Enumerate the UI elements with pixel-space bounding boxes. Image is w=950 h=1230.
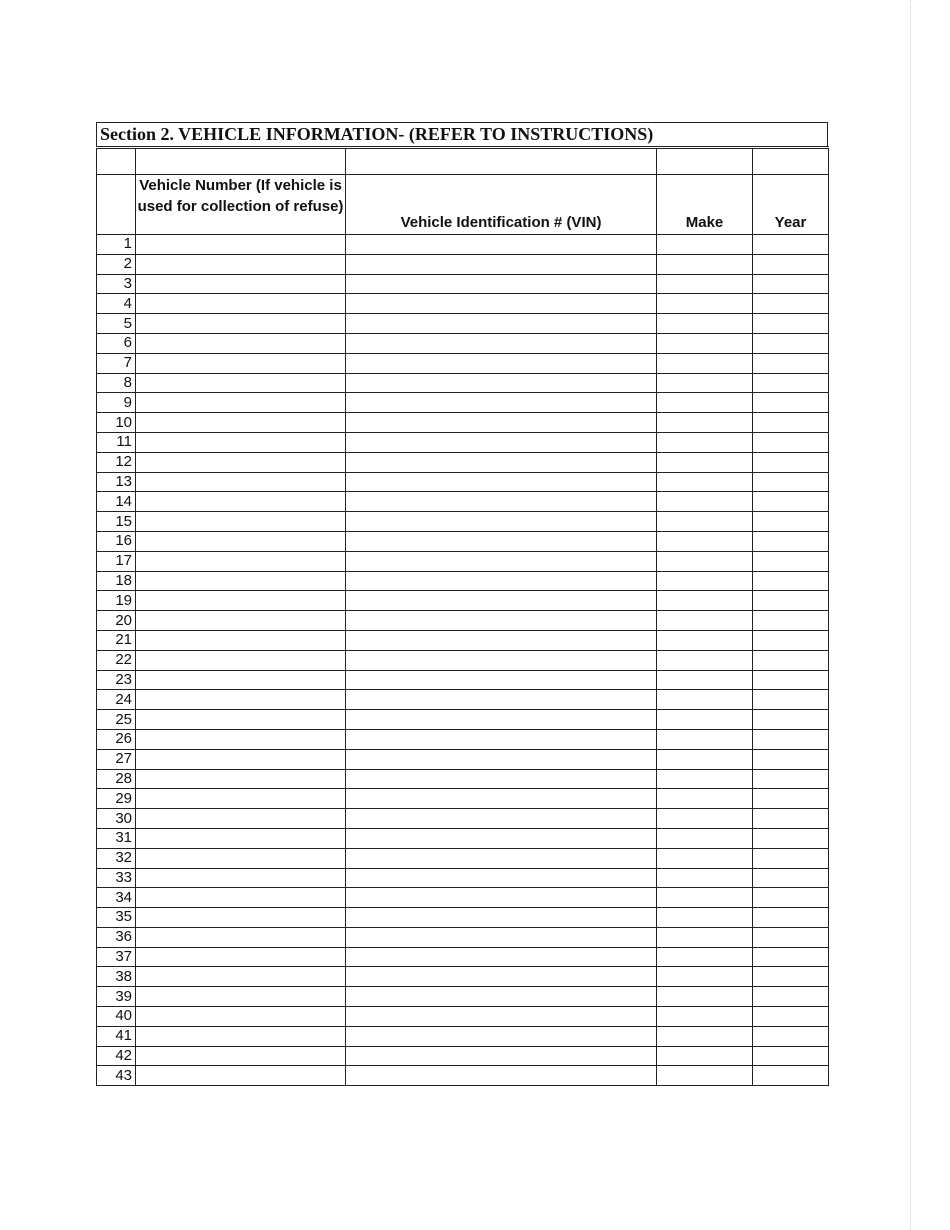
table-row	[97, 452, 829, 472]
row-number: 10	[97, 413, 136, 433]
blank-header-row	[97, 148, 829, 175]
make-cell[interactable]	[657, 492, 753, 512]
vin-cell[interactable]	[346, 611, 657, 631]
vin-cell[interactable]	[346, 432, 657, 452]
row-number: 11	[97, 432, 136, 452]
make-cell[interactable]	[657, 294, 753, 314]
table-row	[97, 690, 829, 710]
year-cell[interactable]	[753, 789, 829, 809]
vehicle-number-cell[interactable]	[136, 749, 346, 769]
vin-cell[interactable]	[346, 393, 657, 413]
row-number: 5	[97, 314, 136, 334]
vehicle-number-cell[interactable]	[136, 1007, 346, 1027]
make-cell[interactable]	[657, 967, 753, 987]
year-cell[interactable]	[753, 1046, 829, 1066]
table-row	[97, 294, 829, 314]
make-cell[interactable]	[657, 650, 753, 670]
make-cell[interactable]	[657, 710, 753, 730]
year-cell[interactable]	[753, 710, 829, 730]
year-cell[interactable]	[753, 512, 829, 532]
table-row	[97, 571, 829, 591]
vin-cell[interactable]	[346, 670, 657, 690]
vin-cell[interactable]	[346, 729, 657, 749]
year-cell[interactable]	[753, 611, 829, 631]
vin-cell[interactable]	[346, 828, 657, 848]
year-cell[interactable]	[753, 967, 829, 987]
vin-cell[interactable]	[346, 571, 657, 591]
vehicle-number-cell[interactable]	[136, 789, 346, 809]
blank-cell	[346, 148, 657, 175]
year-cell[interactable]	[753, 690, 829, 710]
table-row	[97, 512, 829, 532]
row-number: 17	[97, 551, 136, 571]
vin-cell[interactable]	[346, 353, 657, 373]
row-number: 15	[97, 512, 136, 532]
vin-cell[interactable]	[346, 630, 657, 650]
row-number: 19	[97, 591, 136, 611]
vin-cell[interactable]	[346, 1066, 657, 1086]
row-number: 25	[97, 710, 136, 730]
row-number: 29	[97, 789, 136, 809]
row-number: 12	[97, 452, 136, 472]
table-row	[97, 314, 829, 334]
vin-cell[interactable]	[346, 531, 657, 551]
vehicle-table	[96, 146, 829, 1086]
vehicle-number-cell[interactable]	[136, 571, 346, 591]
make-cell[interactable]	[657, 373, 753, 393]
vehicle-number-cell[interactable]	[136, 254, 346, 274]
make-cell[interactable]	[657, 987, 753, 1007]
make-cell[interactable]	[657, 690, 753, 710]
row-number: 4	[97, 294, 136, 314]
make-cell[interactable]	[657, 769, 753, 789]
make-cell[interactable]	[657, 1066, 753, 1086]
row-number: 34	[97, 888, 136, 908]
row-number: 16	[97, 531, 136, 551]
vin-cell[interactable]	[346, 908, 657, 928]
table-row	[97, 710, 829, 730]
vin-cell[interactable]	[346, 987, 657, 1007]
make-cell[interactable]	[657, 611, 753, 631]
vin-cell[interactable]	[346, 452, 657, 472]
vehicle-number-cell[interactable]	[136, 472, 346, 492]
vin-cell[interactable]	[346, 888, 657, 908]
table-row	[97, 274, 829, 294]
vin-cell[interactable]	[346, 254, 657, 274]
year-cell[interactable]	[753, 531, 829, 551]
make-cell[interactable]	[657, 1007, 753, 1027]
blank-cell	[136, 148, 346, 175]
vehicle-number-cell[interactable]	[136, 611, 346, 631]
year-cell[interactable]	[753, 551, 829, 571]
vehicle-number-cell[interactable]	[136, 393, 346, 413]
vin-cell[interactable]	[346, 868, 657, 888]
vin-cell[interactable]	[346, 373, 657, 393]
vehicle-number-cell[interactable]	[136, 413, 346, 433]
row-number: 43	[97, 1066, 136, 1086]
table-row	[97, 413, 829, 433]
table-row	[97, 868, 829, 888]
vehicle-number-cell[interactable]	[136, 1046, 346, 1066]
make-cell[interactable]	[657, 809, 753, 829]
year-cell[interactable]	[753, 432, 829, 452]
year-cell[interactable]	[753, 591, 829, 611]
make-cell[interactable]	[657, 472, 753, 492]
row-number: 8	[97, 373, 136, 393]
vin-cell[interactable]	[346, 947, 657, 967]
row-number: 40	[97, 1007, 136, 1027]
vehicle-number-cell[interactable]	[136, 868, 346, 888]
make-cell[interactable]	[657, 591, 753, 611]
vehicle-number-cell[interactable]	[136, 373, 346, 393]
vin-cell[interactable]	[346, 333, 657, 353]
blank-cell	[657, 148, 753, 175]
table-row	[97, 235, 829, 255]
table-row	[97, 254, 829, 274]
year-cell[interactable]	[753, 393, 829, 413]
make-cell[interactable]	[657, 393, 753, 413]
vin-cell[interactable]	[346, 472, 657, 492]
table-row	[97, 373, 829, 393]
vin-cell[interactable]	[346, 512, 657, 532]
year-cell[interactable]	[753, 1026, 829, 1046]
row-number: 18	[97, 571, 136, 591]
vehicle-number-cell[interactable]	[136, 809, 346, 829]
make-cell[interactable]	[657, 749, 753, 769]
make-cell[interactable]	[657, 848, 753, 868]
row-number: 2	[97, 254, 136, 274]
row-number: 21	[97, 630, 136, 650]
make-cell[interactable]	[657, 630, 753, 650]
table-row	[97, 769, 829, 789]
row-number: 20	[97, 611, 136, 631]
row-number: 9	[97, 393, 136, 413]
year-cell[interactable]	[753, 413, 829, 433]
table-row	[97, 432, 829, 452]
make-header: Make	[657, 175, 753, 235]
make-cell[interactable]	[657, 729, 753, 749]
vehicle-number-cell[interactable]	[136, 927, 346, 947]
vin-cell[interactable]	[346, 235, 657, 255]
vehicle-number-cell[interactable]	[136, 828, 346, 848]
vehicle-number-cell[interactable]	[136, 967, 346, 987]
table-row	[97, 987, 829, 1007]
vin-cell[interactable]	[346, 413, 657, 433]
vehicle-number-cell[interactable]	[136, 1026, 346, 1046]
year-cell[interactable]	[753, 333, 829, 353]
table-row	[97, 611, 829, 631]
row-number: 7	[97, 353, 136, 373]
make-cell[interactable]	[657, 274, 753, 294]
vin-cell[interactable]	[346, 967, 657, 987]
vehicle-number-cell[interactable]	[136, 591, 346, 611]
table-row	[97, 729, 829, 749]
vehicle-number-cell[interactable]	[136, 274, 346, 294]
make-cell[interactable]	[657, 828, 753, 848]
row-number: 22	[97, 650, 136, 670]
make-cell[interactable]	[657, 927, 753, 947]
year-cell[interactable]	[753, 472, 829, 492]
year-cell[interactable]	[753, 809, 829, 829]
vehicle-number-header: Vehicle Number (If vehicle is used for collection of refuse)	[136, 175, 346, 235]
vehicle-number-cell[interactable]	[136, 908, 346, 928]
make-cell[interactable]	[657, 235, 753, 255]
table-row	[97, 1066, 829, 1086]
year-cell[interactable]	[753, 314, 829, 334]
vin-cell[interactable]	[346, 314, 657, 334]
vehicle-number-cell[interactable]	[136, 710, 346, 730]
vehicle-number-cell[interactable]	[136, 353, 346, 373]
column-header-row	[97, 175, 829, 235]
vehicle-number-cell[interactable]	[136, 630, 346, 650]
vehicle-information-form	[96, 122, 828, 1086]
year-cell[interactable]	[753, 353, 829, 373]
table-row	[97, 492, 829, 512]
section-title: Section 2. VEHICLE INFORMATION- (REFER TO INSTRUCTIONS)	[96, 122, 828, 146]
vin-cell[interactable]	[346, 749, 657, 769]
make-cell[interactable]	[657, 868, 753, 888]
blank-cell	[97, 148, 136, 175]
row-number: 6	[97, 333, 136, 353]
vin-cell[interactable]	[346, 591, 657, 611]
table-row	[97, 650, 829, 670]
make-cell[interactable]	[657, 670, 753, 690]
blank-cell	[753, 148, 829, 175]
vin-cell[interactable]	[346, 650, 657, 670]
make-cell[interactable]	[657, 333, 753, 353]
row-number: 32	[97, 848, 136, 868]
vin-cell[interactable]	[346, 274, 657, 294]
make-cell[interactable]	[657, 571, 753, 591]
row-number: 31	[97, 828, 136, 848]
table-row	[97, 670, 829, 690]
row-number: 38	[97, 967, 136, 987]
make-cell[interactable]	[657, 789, 753, 809]
make-cell[interactable]	[657, 353, 753, 373]
table-row	[97, 749, 829, 769]
vehicle-number-cell[interactable]	[136, 670, 346, 690]
vin-cell[interactable]	[346, 1007, 657, 1027]
table-row	[97, 353, 829, 373]
vehicle-number-cell[interactable]	[136, 314, 346, 334]
vin-cell[interactable]	[346, 927, 657, 947]
year-cell[interactable]	[753, 1007, 829, 1027]
vehicle-number-cell[interactable]	[136, 769, 346, 789]
vin-cell[interactable]	[346, 789, 657, 809]
vehicle-number-cell[interactable]	[136, 888, 346, 908]
year-cell[interactable]	[753, 908, 829, 928]
table-row	[97, 908, 829, 928]
year-cell[interactable]	[753, 254, 829, 274]
vin-cell[interactable]	[346, 848, 657, 868]
year-cell[interactable]	[753, 274, 829, 294]
row-number: 37	[97, 947, 136, 967]
year-cell[interactable]	[753, 571, 829, 591]
vehicle-number-cell[interactable]	[136, 987, 346, 1007]
row-number: 41	[97, 1026, 136, 1046]
row-number: 36	[97, 927, 136, 947]
make-cell[interactable]	[657, 531, 753, 551]
make-cell[interactable]	[657, 888, 753, 908]
year-cell[interactable]	[753, 927, 829, 947]
vin-cell[interactable]	[346, 769, 657, 789]
year-header: Year	[753, 175, 829, 235]
row-number: 1	[97, 235, 136, 255]
vehicle-number-cell[interactable]	[136, 1066, 346, 1086]
year-cell[interactable]	[753, 947, 829, 967]
year-cell[interactable]	[753, 294, 829, 314]
row-number: 30	[97, 809, 136, 829]
year-cell[interactable]	[753, 373, 829, 393]
make-cell[interactable]	[657, 512, 753, 532]
make-cell[interactable]	[657, 1026, 753, 1046]
table-row	[97, 1026, 829, 1046]
vehicle-number-cell[interactable]	[136, 551, 346, 571]
page-edge-artifact	[910, 0, 912, 1230]
row-number: 28	[97, 769, 136, 789]
table-row	[97, 393, 829, 413]
row-number: 13	[97, 472, 136, 492]
table-row	[97, 947, 829, 967]
year-cell[interactable]	[753, 492, 829, 512]
make-cell[interactable]	[657, 432, 753, 452]
vin-cell[interactable]	[346, 690, 657, 710]
table-row	[97, 472, 829, 492]
vehicle-number-cell[interactable]	[136, 690, 346, 710]
year-cell[interactable]	[753, 630, 829, 650]
year-cell[interactable]	[753, 888, 829, 908]
make-cell[interactable]	[657, 452, 753, 472]
table-row	[97, 967, 829, 987]
vin-cell[interactable]	[346, 294, 657, 314]
row-number: 42	[97, 1046, 136, 1066]
vehicle-number-cell[interactable]	[136, 512, 346, 532]
row-number: 24	[97, 690, 136, 710]
table-row	[97, 888, 829, 908]
row-number: 35	[97, 908, 136, 928]
year-cell[interactable]	[753, 848, 829, 868]
vehicle-number-cell[interactable]	[136, 650, 346, 670]
row-number: 33	[97, 868, 136, 888]
vehicle-number-cell[interactable]	[136, 333, 346, 353]
year-cell[interactable]	[753, 749, 829, 769]
table-row	[97, 848, 829, 868]
vin-cell[interactable]	[346, 551, 657, 571]
vin-cell[interactable]	[346, 1046, 657, 1066]
vehicle-number-cell[interactable]	[136, 235, 346, 255]
table-row	[97, 789, 829, 809]
table-row	[97, 630, 829, 650]
year-cell[interactable]	[753, 987, 829, 1007]
table-row	[97, 809, 829, 829]
make-cell[interactable]	[657, 908, 753, 928]
vehicle-number-cell[interactable]	[136, 294, 346, 314]
make-cell[interactable]	[657, 413, 753, 433]
year-cell[interactable]	[753, 729, 829, 749]
year-cell[interactable]	[753, 235, 829, 255]
year-cell[interactable]	[753, 828, 829, 848]
vehicle-number-cell[interactable]	[136, 947, 346, 967]
row-number-header	[97, 175, 136, 235]
row-number: 23	[97, 670, 136, 690]
table-row	[97, 551, 829, 571]
row-number: 26	[97, 729, 136, 749]
vehicle-number-cell[interactable]	[136, 492, 346, 512]
table-row	[97, 333, 829, 353]
year-cell[interactable]	[753, 769, 829, 789]
make-cell[interactable]	[657, 1046, 753, 1066]
row-number: 3	[97, 274, 136, 294]
vehicle-number-cell[interactable]	[136, 452, 346, 472]
vin-header: Vehicle Identification # (VIN)	[346, 175, 657, 235]
make-cell[interactable]	[657, 551, 753, 571]
vehicle-number-cell[interactable]	[136, 729, 346, 749]
table-row	[97, 1046, 829, 1066]
year-cell[interactable]	[753, 650, 829, 670]
vehicle-number-cell[interactable]	[136, 531, 346, 551]
row-number: 39	[97, 987, 136, 1007]
vin-cell[interactable]	[346, 1026, 657, 1046]
make-cell[interactable]	[657, 314, 753, 334]
table-row	[97, 828, 829, 848]
table-row	[97, 1007, 829, 1027]
vin-cell[interactable]	[346, 710, 657, 730]
row-number: 14	[97, 492, 136, 512]
year-cell[interactable]	[753, 868, 829, 888]
table-row	[97, 927, 829, 947]
vehicle-number-cell[interactable]	[136, 432, 346, 452]
year-cell[interactable]	[753, 452, 829, 472]
make-cell[interactable]	[657, 254, 753, 274]
table-row	[97, 591, 829, 611]
year-cell[interactable]	[753, 1066, 829, 1086]
row-number: 27	[97, 749, 136, 769]
table-row	[97, 531, 829, 551]
make-cell[interactable]	[657, 947, 753, 967]
year-cell[interactable]	[753, 670, 829, 690]
vin-cell[interactable]	[346, 809, 657, 829]
vin-cell[interactable]	[346, 492, 657, 512]
vehicle-number-cell[interactable]	[136, 848, 346, 868]
